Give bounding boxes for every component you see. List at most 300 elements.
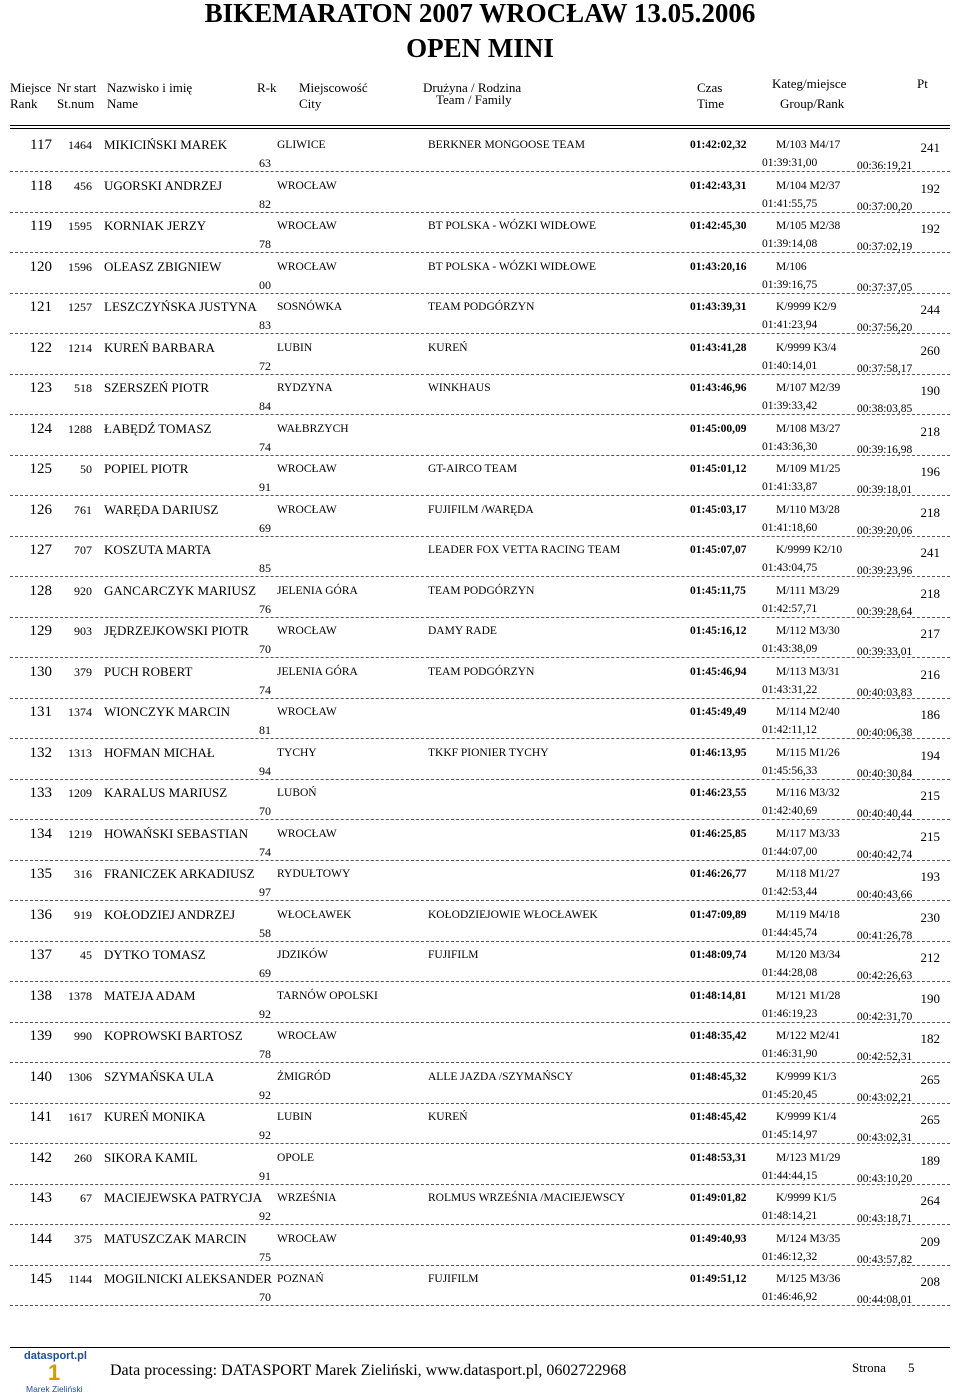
page-label: Strona xyxy=(852,1360,886,1375)
time-cell: 01:48:35,42 xyxy=(690,1030,747,1042)
lap-time-cell: 01:42:57,71 xyxy=(762,602,818,615)
results-table xyxy=(0,132,960,1307)
city-cell: ŻMIGRÓD xyxy=(277,1070,331,1083)
name-cell: LESZCZYŃSKA JUSTYNA xyxy=(104,299,257,314)
rank-cell: 142 xyxy=(29,1149,52,1166)
team-cell: WINKHAUS xyxy=(428,382,491,394)
team-cell: ROLMUS WRZEŚNIA /MACIEJEWSCY xyxy=(428,1192,626,1204)
table-row xyxy=(0,173,960,214)
time-cell: 01:45:11,75 xyxy=(690,584,746,597)
category-cell: M/108 M3/27 xyxy=(776,422,841,435)
birth-year-cell: 76 xyxy=(259,601,271,616)
start-number-cell: 920 xyxy=(74,583,92,598)
city-cell: OPOLE xyxy=(277,1151,315,1164)
name-cell: MATEJA ADAM xyxy=(104,987,196,1003)
category-cell: M/103 M4/17 xyxy=(776,139,841,151)
table-row xyxy=(0,132,960,173)
lap-time-cell: 01:44:07,00 xyxy=(762,845,818,858)
start-number-cell: 456 xyxy=(74,178,92,193)
birth-year-cell: 94 xyxy=(259,763,271,778)
birth-year-cell: 92 xyxy=(259,1128,271,1142)
split-time-cell: 00:44:08,01 xyxy=(857,1294,913,1306)
birth-year-cell: 72 xyxy=(259,358,271,373)
city-cell: WROCŁAW xyxy=(277,179,337,192)
category-cell: M/117 M3/33 xyxy=(776,827,840,840)
header-name-en: Name xyxy=(107,96,139,111)
page-title: BIKEMARATON 2007 WROCŁAW 13.05.2006 xyxy=(204,0,756,28)
category-cell: M/109 M1/25 xyxy=(776,463,841,475)
header-pt: Pt xyxy=(917,76,928,91)
points-cell: 208 xyxy=(920,1274,940,1289)
birth-year-cell: 81 xyxy=(259,723,271,737)
header-rule-top xyxy=(10,125,950,126)
table-row xyxy=(0,416,960,457)
time-cell: 01:46:26,77 xyxy=(690,868,747,880)
time-cell: 01:42:43,31 xyxy=(690,179,747,192)
time-cell: 01:45:16,12 xyxy=(690,625,747,637)
start-number-cell: 1617 xyxy=(68,1110,92,1124)
category-cell: M/119 M4/18 xyxy=(776,908,840,921)
lap-time-cell: 01:45:14,97 xyxy=(762,1129,818,1141)
points-cell: 209 xyxy=(920,1233,940,1249)
points-cell: 241 xyxy=(920,545,940,560)
logo-number: 1 xyxy=(48,1360,61,1385)
name-cell: HOFMAN MICHAŁ xyxy=(104,744,215,760)
lap-time-cell: 01:44:45,74 xyxy=(762,926,818,939)
birth-year-cell: 70 xyxy=(259,1290,271,1304)
birth-year-cell: 97 xyxy=(259,885,271,899)
time-cell: 01:42:45,30 xyxy=(690,220,747,232)
category-cell: M/106 xyxy=(776,260,807,273)
split-time-cell: 00:39:16,98 xyxy=(857,443,913,456)
category-cell: K/9999 K1/5 xyxy=(776,1192,837,1204)
birth-year-cell: 00 xyxy=(259,277,271,292)
start-number-cell: 761 xyxy=(74,502,92,517)
table-row xyxy=(0,1226,960,1267)
category-cell: K/9999 K2/9 xyxy=(776,301,837,313)
team-cell: TEAM PODGÓRZYN xyxy=(428,584,535,597)
start-number-cell: 260 xyxy=(74,1150,92,1165)
page-number: 5 xyxy=(908,1360,915,1375)
split-time-cell: 00:43:10,20 xyxy=(857,1172,913,1185)
category-cell: M/115 M1/26 xyxy=(776,746,840,759)
start-number-cell: 518 xyxy=(74,381,92,395)
birth-year-cell: 69 xyxy=(259,966,271,980)
lap-time-cell: 01:48:14,21 xyxy=(762,1210,818,1222)
rank-cell: 120 xyxy=(29,258,52,275)
points-cell: 192 xyxy=(920,221,940,236)
rank-cell: 135 xyxy=(29,866,52,882)
data-processing-credit: Data processing: DATASPORT Marek Zieliński, www.datasport.pl, 0602722968 xyxy=(110,1362,627,1379)
start-number-cell: 1288 xyxy=(68,421,92,436)
birth-year-cell: 78 xyxy=(259,1047,271,1061)
birth-year-cell: 82 xyxy=(259,196,271,211)
table-row xyxy=(0,902,960,943)
start-number-cell: 1257 xyxy=(68,300,92,314)
header-nr-pl: Nr start xyxy=(57,80,97,95)
split-time-cell: 00:37:58,17 xyxy=(857,362,913,375)
header-nr-en: St.num xyxy=(57,96,95,111)
name-cell: KOSZUTA MARTA xyxy=(104,542,212,557)
split-time-cell: 00:39:18,01 xyxy=(857,484,913,496)
birth-year-cell: 85 xyxy=(259,561,271,575)
split-time-cell: 00:38:03,85 xyxy=(857,403,913,415)
lap-time-cell: 01:43:38,09 xyxy=(762,643,818,655)
start-number-cell: 903 xyxy=(74,624,92,638)
start-number-cell: 1596 xyxy=(68,259,92,274)
name-cell: POPIEL PIOTR xyxy=(104,461,189,476)
points-cell: 189 xyxy=(920,1152,940,1168)
city-cell: SOSNÓWKA xyxy=(277,301,343,313)
table-row xyxy=(0,821,960,862)
split-time-cell: 00:37:56,20 xyxy=(857,322,913,334)
lap-time-cell: 01:46:31,90 xyxy=(762,1048,818,1060)
category-cell: M/122 M2/41 xyxy=(776,1030,841,1042)
birth-year-cell: 92 xyxy=(259,1209,271,1223)
table-row xyxy=(0,497,960,538)
category-cell: M/124 M3/35 xyxy=(776,1232,841,1245)
city-cell: WAŁBRZYCH xyxy=(277,422,349,435)
city-cell: WROCŁAW xyxy=(277,463,337,475)
footer-rule xyxy=(10,1347,950,1348)
birth-year-cell: 92 xyxy=(259,1006,271,1021)
rank-cell: 134 xyxy=(29,825,52,842)
time-cell: 01:45:07,07 xyxy=(690,544,747,556)
category-cell: M/104 M2/37 xyxy=(776,179,841,192)
name-cell: SZERSZEŃ PIOTR xyxy=(104,380,210,395)
time-cell: 01:43:39,31 xyxy=(690,301,747,313)
name-cell: KUREŃ BARBARA xyxy=(104,339,215,355)
time-cell: 01:46:23,55 xyxy=(690,787,747,799)
points-cell: 216 xyxy=(920,666,940,682)
table-row xyxy=(0,335,960,376)
split-time-cell: 00:37:00,20 xyxy=(857,200,913,213)
start-number-cell: 1374 xyxy=(68,705,92,719)
table-row xyxy=(0,1266,960,1307)
points-cell: 241 xyxy=(920,140,940,155)
table-row xyxy=(0,1023,960,1064)
split-time-cell: 00:39:28,64 xyxy=(857,605,913,618)
time-cell: 01:45:03,17 xyxy=(690,503,747,516)
rank-cell: 123 xyxy=(29,380,52,396)
header-rank-pl: Miejsce xyxy=(10,80,52,95)
split-time-cell: 00:41:26,78 xyxy=(857,929,913,942)
points-cell: 192 xyxy=(920,180,940,196)
lap-time-cell: 01:43:04,75 xyxy=(762,562,818,574)
team-cell: KUREŃ xyxy=(428,1111,468,1123)
split-time-cell: 00:42:31,70 xyxy=(857,1010,913,1023)
split-time-cell: 00:43:18,71 xyxy=(857,1213,913,1225)
city-cell: WROCŁAW xyxy=(277,1030,337,1042)
time-cell: 01:49:01,82 xyxy=(690,1192,747,1204)
team-cell: BERKNER MONGOOSE TEAM xyxy=(428,139,585,151)
city-cell: TYCHY xyxy=(277,746,317,759)
name-cell: KORNIAK JERZY xyxy=(104,218,207,233)
birth-year-cell: 84 xyxy=(259,399,271,413)
birth-year-cell: 75 xyxy=(259,1249,271,1264)
city-cell: JELENIA GÓRA xyxy=(277,665,358,678)
split-time-cell: 00:36:19,21 xyxy=(857,160,913,172)
category-cell: K/9999 K3/4 xyxy=(776,341,837,354)
header-team-pl: Drużyna / Rodzina xyxy=(423,80,522,95)
time-cell: 01:43:41,28 xyxy=(690,341,747,354)
start-number-cell: 990 xyxy=(74,1029,92,1043)
points-cell: 193 xyxy=(920,869,940,884)
team-cell: FUJIFILM xyxy=(428,949,479,961)
points-cell: 218 xyxy=(920,585,940,601)
points-cell: 260 xyxy=(920,342,940,358)
rank-cell: 139 xyxy=(29,1028,52,1044)
header-rank-en: Rank xyxy=(10,96,38,111)
start-number-cell: 1144 xyxy=(68,1272,92,1286)
points-cell: 215 xyxy=(920,788,940,803)
points-cell: 264 xyxy=(920,1193,940,1208)
name-cell: WARĘDA DARIUSZ xyxy=(104,501,219,517)
rank-cell: 125 xyxy=(29,461,52,477)
table-row xyxy=(0,699,960,740)
city-cell: LUBIN xyxy=(277,341,313,354)
split-time-cell: 00:40:06,38 xyxy=(857,727,913,739)
rank-cell: 124 xyxy=(29,420,52,437)
start-number-cell: 50 xyxy=(80,462,92,476)
split-time-cell: 00:42:52,31 xyxy=(857,1051,913,1063)
name-cell: ŁABĘDŹ TOMASZ xyxy=(104,420,212,436)
category-cell: M/112 M3/30 xyxy=(776,625,840,637)
lap-time-cell: 01:45:56,33 xyxy=(762,764,818,777)
name-cell: MIKICIŃSKI MAREK xyxy=(104,137,228,152)
birth-year-cell: 91 xyxy=(259,1168,271,1183)
rank-cell: 141 xyxy=(29,1109,52,1125)
birth-year-cell: 69 xyxy=(259,520,271,535)
points-cell: 217 xyxy=(920,626,940,641)
points-cell: 244 xyxy=(920,302,940,317)
points-cell: 265 xyxy=(920,1071,940,1087)
name-cell: UGORSKI ANDRZEJ xyxy=(104,177,223,193)
split-time-cell: 00:37:02,19 xyxy=(857,241,913,253)
category-cell: M/107 M2/39 xyxy=(776,382,841,394)
table-row xyxy=(0,294,960,335)
name-cell: JĘDRZEJKOWSKI PIOTR xyxy=(104,623,249,638)
birth-year-cell: 74 xyxy=(259,439,271,454)
city-cell: LUBIN xyxy=(277,1111,313,1123)
team-cell: KOŁODZIEJOWIE WŁOCŁAWEK xyxy=(428,908,598,921)
table-row xyxy=(0,456,960,497)
rank-cell: 131 xyxy=(29,704,52,720)
name-cell: KOPROWSKI BARTOSZ xyxy=(104,1028,243,1043)
rank-cell: 138 xyxy=(29,987,52,1004)
split-time-cell: 00:39:33,01 xyxy=(857,646,913,658)
city-cell: JELENIA GÓRA xyxy=(277,584,358,597)
city-cell: WROCŁAW xyxy=(277,625,337,637)
table-row xyxy=(0,861,960,902)
start-number-cell: 379 xyxy=(74,664,92,679)
table-row xyxy=(0,780,960,821)
category-cell: M/116 M3/32 xyxy=(776,787,840,799)
name-cell: KOŁODZIEJ ANDRZEJ xyxy=(104,906,236,922)
table-row xyxy=(0,659,960,700)
start-number-cell: 1219 xyxy=(68,826,92,841)
table-row xyxy=(0,375,960,416)
name-cell: MOGILNICKI ALEKSANDER xyxy=(104,1271,272,1286)
city-cell: WROCŁAW xyxy=(277,1232,337,1245)
table-row xyxy=(0,740,960,781)
birth-year-cell: 78 xyxy=(259,237,271,251)
category-cell: M/120 M3/34 xyxy=(776,949,841,961)
lap-time-cell: 01:41:33,87 xyxy=(762,481,818,493)
birth-year-cell: 74 xyxy=(259,682,271,697)
start-number-cell: 375 xyxy=(74,1231,92,1246)
table-row xyxy=(0,578,960,619)
city-cell: LUBOŃ xyxy=(277,787,317,799)
lap-time-cell: 01:46:12,32 xyxy=(762,1250,818,1263)
rank-cell: 136 xyxy=(29,906,52,923)
city-cell: POZNAŃ xyxy=(277,1273,324,1285)
table-row xyxy=(0,983,960,1024)
name-cell: GANCARCZYK MARIUSZ xyxy=(104,582,257,598)
birth-year-cell: 91 xyxy=(259,480,271,494)
rank-cell: 132 xyxy=(29,744,52,761)
points-cell: 196 xyxy=(920,464,940,479)
category-cell: K/9999 K2/10 xyxy=(776,544,843,556)
team-cell: LEADER FOX VETTA RACING TEAM xyxy=(428,544,621,556)
name-cell: PUCH ROBERT xyxy=(104,663,193,679)
category-cell: M/111 M3/29 xyxy=(776,584,840,597)
rank-cell: 144 xyxy=(29,1230,52,1247)
name-cell: MACIEJEWSKA PATRYCJA xyxy=(104,1190,263,1205)
city-cell: WROCŁAW xyxy=(277,260,337,273)
time-cell: 01:49:51,12 xyxy=(690,1273,747,1285)
page-subtitle: OPEN MINI xyxy=(406,33,554,63)
rank-cell: 143 xyxy=(29,1190,52,1206)
time-cell: 01:47:09,89 xyxy=(690,908,747,921)
table-row xyxy=(0,1145,960,1186)
rank-cell: 133 xyxy=(29,785,52,801)
points-cell: 194 xyxy=(920,747,940,763)
time-cell: 01:45:01,12 xyxy=(690,463,747,475)
table-row xyxy=(0,1064,960,1105)
start-number-cell: 1378 xyxy=(68,988,92,1003)
time-cell: 01:46:13,95 xyxy=(690,746,747,759)
rank-cell: 137 xyxy=(29,947,52,963)
category-cell: M/113 M3/31 xyxy=(776,665,840,678)
start-number-cell: 1306 xyxy=(68,1069,92,1084)
city-cell: WROCŁAW xyxy=(277,503,337,516)
table-row xyxy=(0,1185,960,1226)
lap-time-cell: 01:40:14,01 xyxy=(762,359,818,372)
time-cell: 01:43:20,16 xyxy=(690,260,747,273)
city-cell: TARNÓW OPOLSKI xyxy=(277,989,378,1002)
team-cell: KUREŃ xyxy=(428,341,468,354)
lap-time-cell: 01:41:55,75 xyxy=(762,197,818,210)
points-cell: 190 xyxy=(920,990,940,1006)
category-cell: K/9999 K1/3 xyxy=(776,1070,837,1083)
header-rk: R-k xyxy=(257,80,277,95)
time-cell: 01:45:00,09 xyxy=(690,422,747,435)
time-cell: 01:49:40,93 xyxy=(690,1232,747,1245)
rank-cell: 117 xyxy=(30,137,52,153)
time-cell: 01:46:25,85 xyxy=(690,827,747,840)
split-time-cell: 00:43:02,21 xyxy=(857,1091,913,1104)
split-time-cell: 00:39:23,96 xyxy=(857,565,913,577)
birth-year-cell: 70 xyxy=(259,642,271,656)
birth-year-cell: 92 xyxy=(259,1087,271,1102)
category-cell: M/123 M1/29 xyxy=(776,1151,841,1164)
category-cell: M/105 M2/38 xyxy=(776,220,841,232)
header-cat-pl: Kateg/miejsce xyxy=(772,76,847,91)
start-number-cell: 316 xyxy=(74,867,92,881)
points-cell: 218 xyxy=(920,504,940,520)
points-cell: 218 xyxy=(920,423,940,439)
header-city-pl: Miejscowość xyxy=(299,80,368,95)
category-cell: M/125 M3/36 xyxy=(776,1273,841,1285)
table-row xyxy=(0,1104,960,1145)
rank-cell: 128 xyxy=(29,582,52,599)
category-cell: M/110 M3/28 xyxy=(776,503,840,516)
time-cell: 01:48:53,31 xyxy=(690,1151,747,1164)
team-cell: BT POLSKA - WÓZKI WIDŁOWE xyxy=(428,260,597,273)
lap-time-cell: 01:43:31,22 xyxy=(762,683,818,696)
time-cell: 01:43:46,96 xyxy=(690,382,747,394)
points-cell: 230 xyxy=(920,909,940,925)
city-cell: JDZIKÓW xyxy=(277,949,329,961)
split-time-cell: 00:40:40,44 xyxy=(857,808,913,820)
time-cell: 01:42:02,32 xyxy=(690,139,747,151)
start-number-cell: 707 xyxy=(74,543,92,557)
rank-cell: 119 xyxy=(30,218,52,234)
rank-cell: 121 xyxy=(29,299,52,315)
name-cell: KARALUS MARIUSZ xyxy=(104,785,228,800)
points-cell: 186 xyxy=(920,707,940,722)
points-cell: 212 xyxy=(920,950,940,965)
header-name-pl: Nazwisko i imię xyxy=(107,80,193,95)
category-cell: M/118 M1/27 xyxy=(776,868,840,880)
team-cell: DAMY RADE xyxy=(428,625,497,637)
split-time-cell: 00:43:57,82 xyxy=(857,1253,913,1266)
header-rule-bottom xyxy=(10,128,950,129)
category-cell: K/9999 K1/4 xyxy=(776,1111,837,1123)
table-row xyxy=(0,942,960,983)
time-cell: 01:48:45,32 xyxy=(690,1070,747,1083)
city-cell: WROCŁAW xyxy=(277,706,337,718)
start-number-cell: 1214 xyxy=(68,340,92,355)
birth-year-cell: 58 xyxy=(259,925,271,940)
split-time-cell: 00:39:20,06 xyxy=(857,524,913,537)
header-city-en: City xyxy=(299,96,322,111)
lap-time-cell: 01:42:11,12 xyxy=(762,724,817,736)
city-cell: WROCŁAW xyxy=(277,220,337,232)
split-time-cell: 00:40:30,84 xyxy=(857,767,913,780)
lap-time-cell: 01:41:18,60 xyxy=(762,521,818,534)
team-cell: BT POLSKA - WÓZKI WIDŁOWE xyxy=(428,220,597,232)
split-time-cell: 00:37:37,05 xyxy=(857,281,913,294)
lap-time-cell: 01:39:14,08 xyxy=(762,238,818,250)
table-row xyxy=(0,537,960,578)
rank-cell: 140 xyxy=(29,1068,52,1085)
logo-name-text: Marek Zieliński xyxy=(26,1384,83,1394)
start-number-cell: 1464 xyxy=(68,138,92,152)
category-cell: M/114 M2/40 xyxy=(776,706,840,718)
start-number-cell: 67 xyxy=(80,1191,92,1205)
category-cell: M/121 M1/28 xyxy=(776,989,841,1002)
table-row xyxy=(0,618,960,659)
birth-year-cell: 74 xyxy=(259,844,271,859)
rank-cell: 122 xyxy=(29,339,52,356)
lap-time-cell: 01:45:20,45 xyxy=(762,1088,818,1101)
lap-time-cell: 01:39:33,42 xyxy=(762,400,818,412)
lap-time-cell: 01:46:19,23 xyxy=(762,1007,818,1020)
lap-time-cell: 01:39:16,75 xyxy=(762,278,818,291)
time-cell: 01:48:09,74 xyxy=(690,949,747,961)
